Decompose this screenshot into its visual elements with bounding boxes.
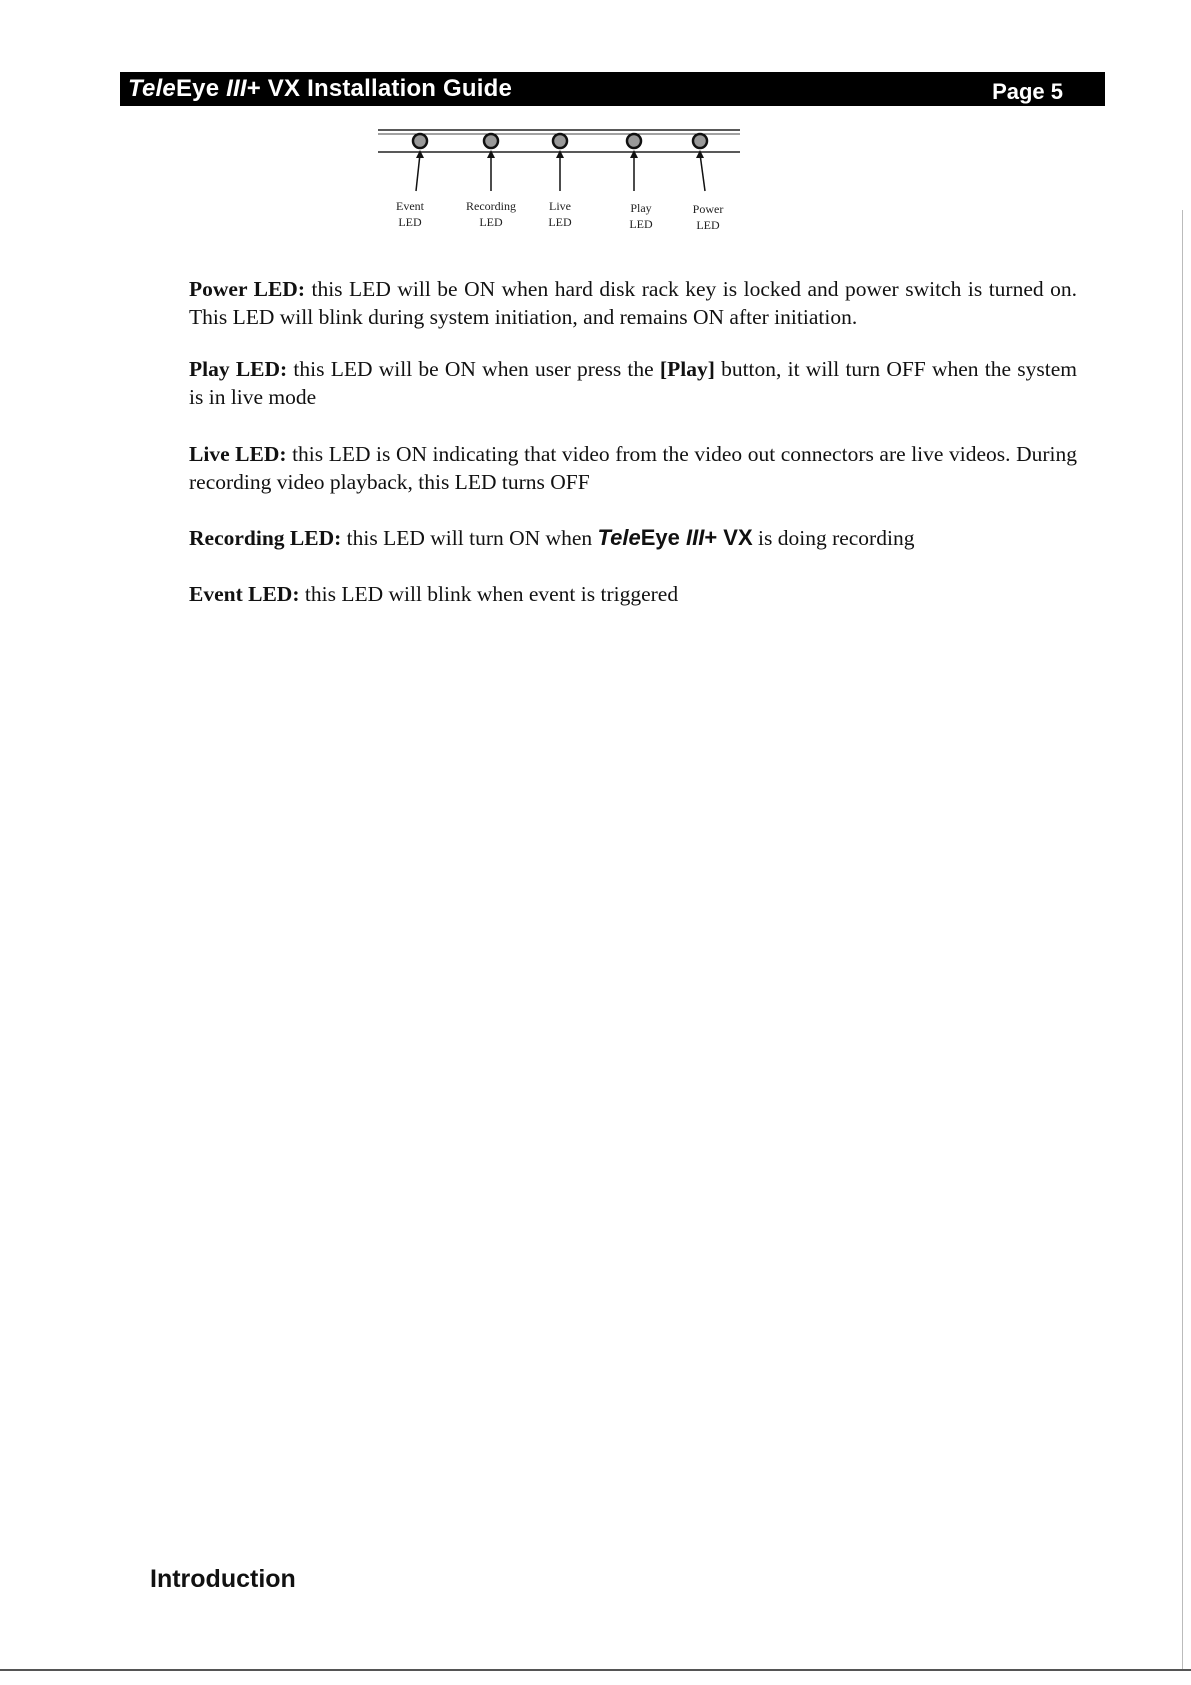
brand-rest: Eye <box>640 525 686 550</box>
live-led-term: Live LED: <box>189 442 287 466</box>
event-led-label <box>375 198 445 230</box>
brand-roman: III <box>685 525 705 550</box>
title-suffix: + VX Installation Guide <box>246 75 513 102</box>
brand-italic: Tele <box>597 525 641 550</box>
led-label-sub: LED <box>629 217 653 231</box>
event-led-term: Event LED: <box>189 582 300 606</box>
led-panel-diagram <box>370 126 750 236</box>
play-led-description <box>189 355 1077 411</box>
led-label-sub: LED <box>479 215 503 229</box>
live-led-text: this LED is ON indicating that video from the video out connectors are live videos. During recording video playback, this LED turns OFF <box>189 442 1077 494</box>
led-label-name: Event <box>396 199 424 213</box>
event-led-icon <box>413 134 427 191</box>
page-number: Page 5 <box>992 79 1063 104</box>
power-led-description <box>189 275 1077 331</box>
recording-led-description <box>189 524 1077 552</box>
power-led-icon <box>693 134 707 191</box>
page-right-edge <box>1182 210 1183 1670</box>
power-led-text: this LED will be ON when hard disk rack key is locked and power switch is turned on. This LED will blink during system initiation, and remains ON after initiation. <box>189 277 1077 329</box>
led-label-sub: LED <box>398 215 422 229</box>
play-button-reference: [Play] <box>659 357 715 381</box>
event-led-description <box>189 580 1077 608</box>
led-label-name: Live <box>549 199 571 213</box>
recording-led-icon <box>484 134 498 191</box>
title-italic: Tele <box>128 75 176 102</box>
document-title <box>120 75 512 103</box>
product-name <box>597 525 752 550</box>
led-label-name: Power <box>692 202 724 216</box>
recording-led-text-before: this LED will turn ON when <box>341 526 598 550</box>
page-bottom-rule <box>0 1669 1191 1671</box>
recording-led-text-after: is doing recording <box>752 526 915 550</box>
live-led-label <box>525 198 595 230</box>
led-panel-drawing <box>370 126 750 196</box>
play-led-text-before: this LED will be ON when user press the <box>287 357 660 381</box>
power-led-label <box>673 201 743 233</box>
title-rest: Eye <box>175 75 227 102</box>
live-led-description <box>189 440 1077 496</box>
header-bar <box>120 72 1105 106</box>
play-led-label <box>606 200 676 232</box>
title-roman: III <box>226 75 247 102</box>
footer-section-title: Introduction <box>150 1565 296 1593</box>
live-led-icon <box>553 134 567 191</box>
power-led-term: Power LED: <box>189 277 305 301</box>
play-led-icon <box>627 134 641 191</box>
recording-led-term: Recording LED: <box>189 526 342 550</box>
led-label-name: Recording <box>466 199 516 213</box>
led-label-sub: LED <box>548 215 572 229</box>
brand-suffix: + VX <box>704 525 753 550</box>
play-led-text-after: button, it will turn OFF when the system is in live mode <box>189 357 1077 409</box>
led-label-name: Play <box>630 201 652 215</box>
event-led-text: this LED will blink when event is triggered <box>299 582 679 606</box>
play-led-term: Play LED: <box>189 357 288 381</box>
led-label-sub: LED <box>696 218 720 232</box>
recording-led-label <box>456 198 526 230</box>
